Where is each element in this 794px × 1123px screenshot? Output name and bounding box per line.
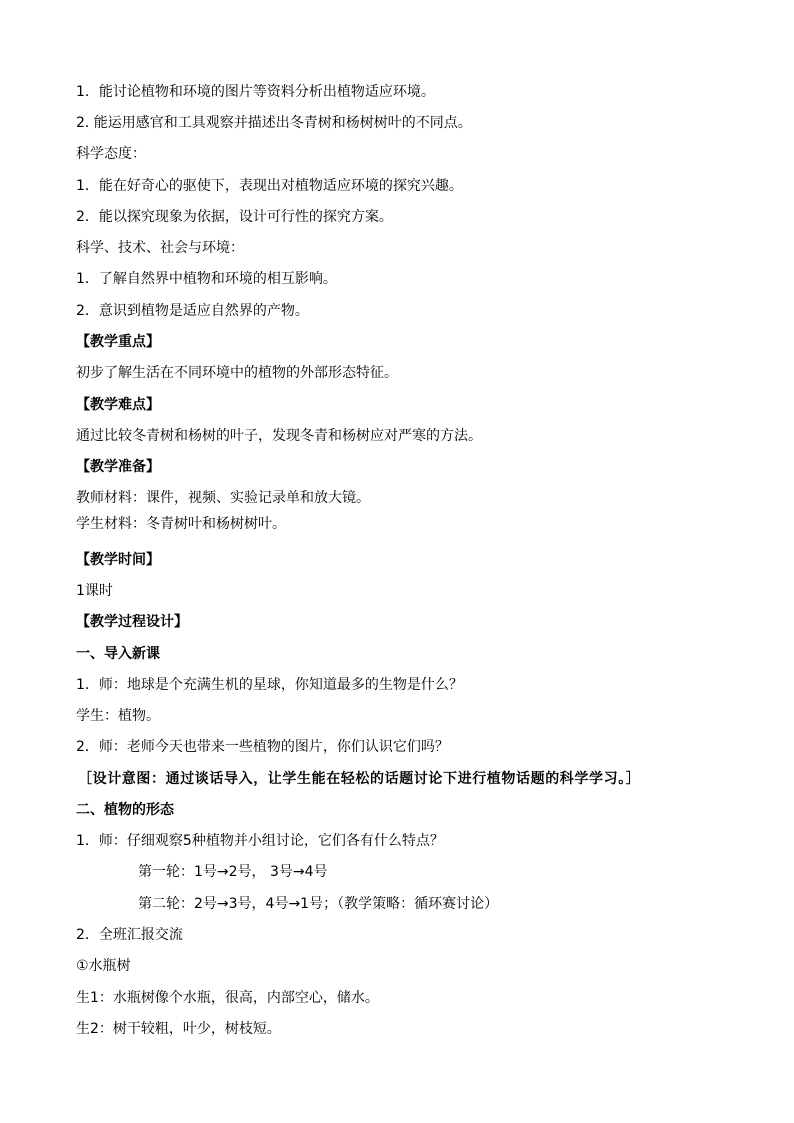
design-intent-note: ［设计意图：通过谈话导入，让学生能在轻松的话题讨论下进行植物话题的科学学习。］ xyxy=(78,771,641,787)
objective-2: 2. 能运用感官和工具观察并描述出冬青树和杨树树叶的不同点。 xyxy=(76,115,472,131)
teacher-materials: 教师材料：课件，视频、实验记录单和放大镜。 xyxy=(76,490,370,506)
round-two: 第二轮：2号→3号，4号→1号；（教学策略：循环赛讨论） xyxy=(138,896,499,912)
heading-plant-forms: 二、植物的形态 xyxy=(76,802,174,818)
student-1-answer: 生1：水瓶树像个水瓶，很高，内部空心，储水。 xyxy=(76,990,379,1006)
key-points-text: 初步了解生活在不同环境中的植物的外部形态特征。 xyxy=(76,365,398,381)
section-heading-stse: 科学、技术、社会与环境： xyxy=(76,240,244,256)
heading-intro: 一、导入新课 xyxy=(76,646,160,662)
intro-answer: 学生：植物。 xyxy=(76,708,160,724)
forms-question: 1．师：仔细观察5种植物并小组讨论，它们各有什么特点？ xyxy=(76,833,444,849)
stse-1: 1．了解自然界中植物和环境的相互影响。 xyxy=(76,271,337,287)
time-text: 1课时 xyxy=(76,583,113,599)
section-heading-attitude: 科学态度： xyxy=(76,146,146,162)
heading-time: 【教学时间】 xyxy=(76,552,160,568)
intro-question-2: 2．师：老师今天也带来一些植物的图片，你们认识它们吗？ xyxy=(76,739,449,755)
student-materials: 学生材料：冬青树叶和杨树树叶。 xyxy=(76,516,286,532)
class-report: 2．全班汇报交流 xyxy=(76,927,183,943)
attitude-1: 1．能在好奇心的驱使下，表现出对植物适应环境的探究兴趣。 xyxy=(76,178,463,194)
student-2-answer: 生2：树干较粗，叶少，树枝短。 xyxy=(76,1021,281,1037)
heading-difficulties: 【教学难点】 xyxy=(76,397,160,413)
heading-key-points: 【教学重点】 xyxy=(76,334,160,350)
objective-1: 1．能讨论植物和环境的图片等资料分析出植物适应环境。 xyxy=(76,84,435,100)
attitude-2: 2．能以探究现象为依据，设计可行性的探究方案。 xyxy=(76,209,393,225)
intro-question-1: 1．师：地球是个充满生机的星球，你知道最多的生物是什么？ xyxy=(76,677,463,693)
stse-2: 2．意识到植物是适应自然界的产物。 xyxy=(76,303,309,319)
round-one: 第一轮：1号→2号， 3号→4号 xyxy=(138,864,328,880)
heading-process: 【教学过程设计】 xyxy=(76,614,188,630)
bottle-tree-heading: ①水瓶树 xyxy=(76,958,131,974)
difficulties-text: 通过比较冬青树和杨树的叶子，发现冬青和杨树应对严寒的方法。 xyxy=(76,428,482,444)
heading-preparation: 【教学准备】 xyxy=(76,459,160,475)
